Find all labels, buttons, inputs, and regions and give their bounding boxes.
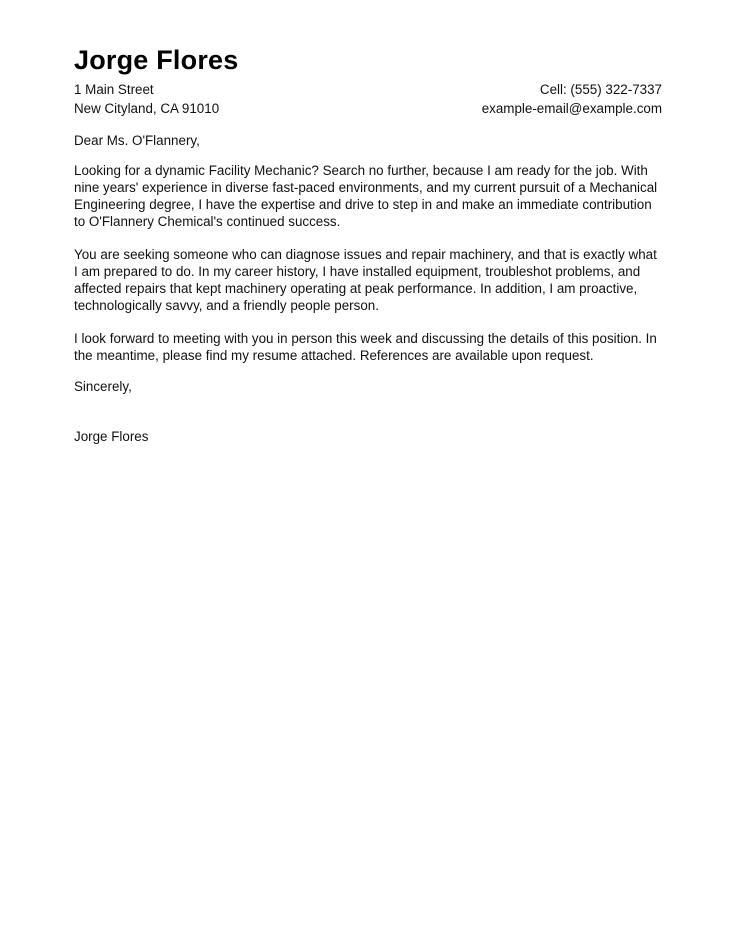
sender-name: Jorge Flores <box>74 45 239 75</box>
sender-city-line: New Cityland, CA 91010 <box>74 101 220 116</box>
contact-row-2 <box>74 101 662 117</box>
paragraph-text: You are seeking someone who can diagnose issues and repair machinery, and that is exactly what I am prepared to do. In my career history, I have installed equipment, troubleshot problems, and affected repairs that kept machinery operating at peak performance. In addition, I am proactive, technologically savvy, and a friendly people person. <box>74 247 657 313</box>
sender-phone: Cell: (555) 322-7337 <box>539 82 662 97</box>
signature-name: Jorge Flores <box>74 429 149 444</box>
contact-row-1 <box>74 82 662 98</box>
sender-street: 1 Main Street <box>74 82 154 97</box>
letter-paragraph-2 <box>74 246 664 314</box>
closing: Sincerely, <box>74 379 132 394</box>
paragraph-text: I look forward to meeting with you in person this week and discussing the details of this position. In the meantime, please find my resume attached. References are available upon request. <box>74 331 657 363</box>
letter-paragraph-3 <box>74 330 664 364</box>
letter-paragraph-1 <box>74 162 664 230</box>
paragraph-text: Looking for a dynamic Facility Mechanic? Search no further, because I am ready for the job. With nine years' experience in diverse fast-paced environments, and my current pursuit of a Mechanical Engineering degree, I have the expertise and drive to step in and make an immediate contribution to O'Flannery Chemical's continued success. <box>74 163 658 229</box>
sender-email: example-email@example.com <box>481 101 662 116</box>
salutation: Dear Ms. O'Flannery, <box>74 133 200 148</box>
